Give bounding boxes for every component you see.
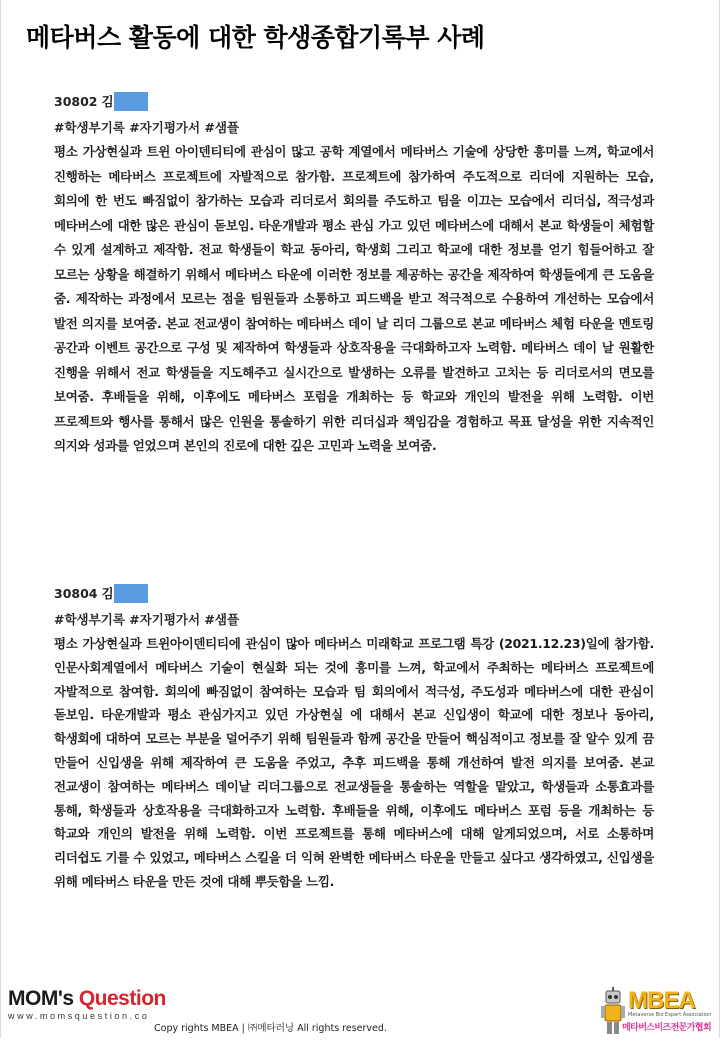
name-redaction-box xyxy=(114,92,148,111)
student-number: 30804 xyxy=(54,585,98,601)
footer xyxy=(0,985,720,1040)
record-tags: #학생부기록 #자기평가서 #샘플 xyxy=(54,612,240,627)
student-number: 30802 xyxy=(54,93,98,109)
student-name-initial: 김 xyxy=(101,586,114,601)
moms-question-logo xyxy=(8,987,166,1021)
record-body: 평소 가상현실과 트윈아이덴티티에 관심이 많아 메타버스 미래학교 프로그램 특강 (2021.12.23)일에 참가함. 인문사회계열에서 메타버스 기술이 현실화 되는 것에 흥미를 느껴, 학교에서 주최하는 메타버스 프로젝트에 자발적으로 참여함. 회의에 빠짐없이 참여하는 모습과 팀 회의에서 적극성, 주도성과 메타버스에 대한 관심이 돋보임. 타운개발과 평소 관심가지고 있던 가상현실 에 대해서 본교 신입생이 학교에 대한 정보나 동아리, 학생회에 대하여 모르는 부분을 덜어주기 위해 팀원들과 함께 공간을 만들어 핵심적이고 정보를 잘 알수 있게 끔 만들어 신입생을 위해 제작하여 큰 도움을 주었고, 추후 피드백을 통해 개선하여 발전 의지를 보여줌. 본교 전교생이 참여하는 메타버스 데이날 리더그룹으로 전교생들을 통솔하는 역할을 맡았고, 학생들과 소통효과를 통해, 학생들과 상호작용을 극대화하고자 노력함. 후배들을 위해, 이후에도 메타버스 포럼 등을 개최하는 등 학교와 개인의 발전을 위해 노력함. 이번 프로젝트를 통해 메타버스에 대해 알게되었으며, 서로 소통하며 리더쉽도 기를 수 있었고, 메타버스 스킬을 더 익혀 완벽한 메타버스 타운을 만들고 싶다고 생각하였고, 신입생을 위해 메타버스 타운을 만든 것에 대해 뿌듯함을 느낌. xyxy=(54,636,655,889)
record-tags: #학생부기록 #자기평가서 #샘플 xyxy=(54,120,240,135)
name-redaction-box xyxy=(114,584,148,603)
student-name-initial: 김 xyxy=(101,94,114,109)
page-title: 메타버스 활동에 대한 학생종합기록부 사례 xyxy=(26,23,485,52)
copyright-text: Copy rights MBEA | ㈜메타러닝 All rights reserved. xyxy=(154,1023,387,1034)
student-record xyxy=(54,90,654,459)
moms-question-url: www.momsquestion.co xyxy=(8,1011,150,1021)
student-record xyxy=(54,582,654,894)
mbea-wordmark: MBEA xyxy=(628,987,695,1014)
record-header xyxy=(54,582,654,604)
record-header xyxy=(54,90,654,112)
moms-question-wordmark: MOM's Question xyxy=(8,987,166,1010)
mbea-korean-name: 메타버스비즈전문가협회 xyxy=(622,1023,712,1033)
mbea-subtitle: Metaverse Biz Expert Association xyxy=(628,1012,712,1018)
mbea-logo xyxy=(598,985,716,1037)
record-body: 평소 가상현실과 트윈 아이덴티티에 관심이 많고 공학 계열에서 메타버스 기술에 상당한 흥미를 느껴, 학교에서 진행하는 메타버스 프로젝트에 자발적으로 참가함. 프로젝트에 참가하여 주도적으로 리더에 지원하는 모습, 회의에 한 번도 빠짐없이 참가하는 모습과 리더로서 회의를 주도하고 팀을 이끄는 모습에서 리더십, 적극성과 메타버스에 대한 많은 관심이 돋보임. 타운개발과 평소 관심 가고 있던 메타버스에 대해서 본교 학생들이 체험할 수 있게 설계하고 제작함. 전교 학생들이 학교 동아리, 학생회 그리고 학교에 대한 정보를 얻기 힘들어하고 잘 모르는 상황을 해결하기 위해서 메타버스 타운에 이러한 정보를 제공하는 공간을 제작하여 학생들에게 큰 도움을 줌. 제작하는 과정에서 모르는 점을 팀원들과 소통하고 피드백을 받고 적극적으로 수용하여 개선하는 모습에서 발전 의지를 보여줌. 본교 전교생이 참여하는 메타버스 데이 날 리더 그룹으로 본교 메타버스 체험 타운을 멘토링 공간과 이벤트 공간으로 구성 및 제작하여 학생들과 상호작용을 극대화하고자 노력함. 메타버스 데이 날 원활한 진행을 위해서 전교 학생들을 지도해주고 실시간으로 발생하는 오류를 발견하고 고치는 등 리더로서의 면모를 보여줌. 후배들을 위해, 이후에도 메타버스 포럼을 개최하는 등 학교와 개인의 발전을 위해 노력함. 이번 프로젝트와 행사를 통해서 많은 인원을 통솔하기 위한 리더십과 책임감을 경험하고 목표 달성을 위한 지속적인 의지와 성과를 얻었으며 본인의 진로에 대한 깊은 고민과 노력을 보여줌. xyxy=(54,144,654,453)
